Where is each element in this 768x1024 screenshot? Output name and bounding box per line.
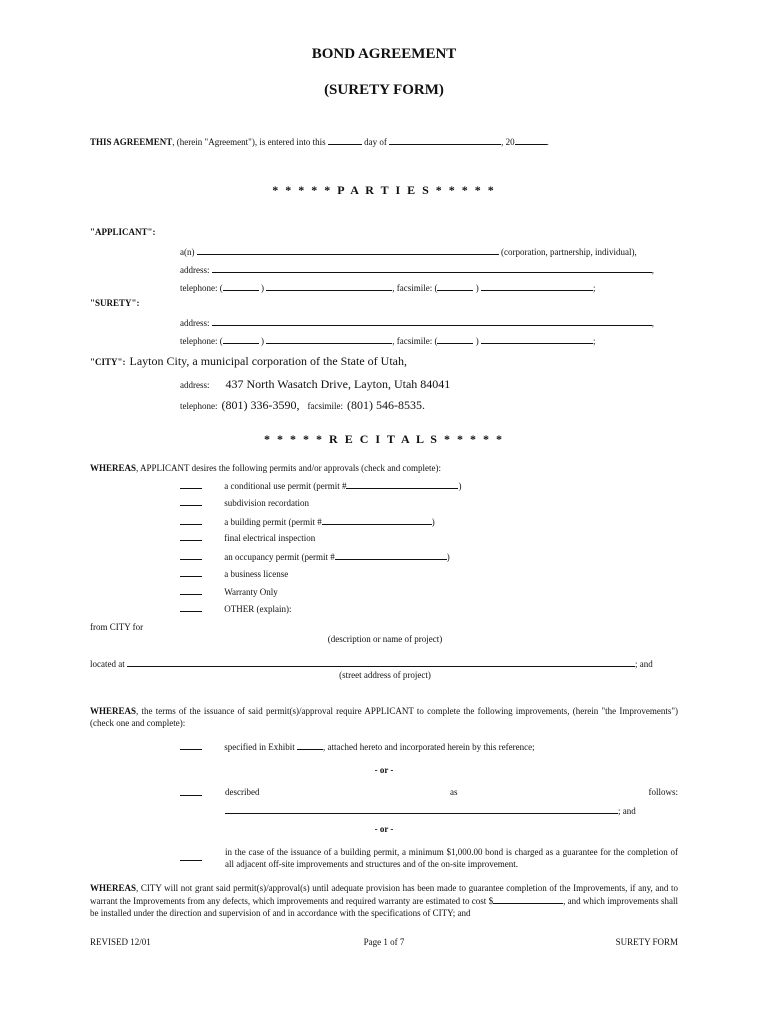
city-description: Layton City, a municipal corporation of the State of Utah, [129,354,407,368]
permit-item: subdivision recordation [180,497,309,508]
or-separator: - or - [374,824,394,834]
improvement-option-described: described as follows: [180,787,678,798]
applicant-phone-field[interactable] [266,281,392,291]
checkbox-line[interactable] [180,787,202,796]
city-row [90,352,407,370]
exhibit-field[interactable] [297,740,323,750]
whereas-guarantee: WHEREAS, CITY will not grant said permit(s)/approval(s) until adequate provision has been made to guarantee completion of the Improvements, if any, and to warrant the Improvements from any defects, which improvements and required warranty are estimated to cost $ , and which improvements shall be installed under the direction and supervision of and in accordance with the specifications of CITY; and [90,883,678,918]
recitals-heading: * * * * * R E C I T A L S * * * * * [264,432,504,446]
city-telephone: (801) 336-3590, [221,398,300,412]
described-row: ; and [225,804,636,816]
applicant-fax-area-field[interactable] [437,281,473,291]
agreement-lead: THIS AGREEMENT [90,137,173,147]
city-phone-row: telephone: (801) 336-3590, facsimile: (801) 546-8535. [180,398,425,412]
footer-page-number: Page 1 of 7 [363,937,405,947]
street-address-caption: (street address of project) [339,670,431,680]
document-title: BOND AGREEMENT [311,46,457,62]
applicant-entity-row: a(n) (corporation, partnership, individual), [180,247,637,257]
cup-permit-number-field[interactable] [346,479,458,489]
permit-item: Warranty Only [180,586,278,597]
permit-item: OTHER (explain): [180,603,291,614]
applicant-name-field[interactable] [197,245,499,255]
permit-item: a conditional use permit (permit # ) [180,479,461,491]
improvement-option-building [180,848,202,863]
applicant-fax-field[interactable] [481,281,593,291]
from-city-label: from CITY for [90,622,144,632]
occupancy-permit-number-field[interactable] [335,550,447,560]
surety-fax-area-field[interactable] [437,334,473,344]
applicant-phone-area-field[interactable] [223,281,259,291]
permit-item: a business license [180,568,288,579]
checkbox-line[interactable] [180,516,202,525]
year-field[interactable] [515,135,547,145]
applicant-label: "APPLICANT": [90,227,156,237]
project-description-caption: (description or name of project) [327,634,443,644]
applicant-address-row: address: , [180,265,654,275]
applicant-phone-row: telephone: ( ) , facsimile: ( ) ; [180,283,596,293]
improvements-description-field[interactable] [225,804,618,814]
checkbox-line[interactable] [180,603,202,612]
whereas-improvements: WHEREAS, the terms of the issuance of said permit(s)/approval require APPLICANT to complete the following improvements, (herein "the Improvements") (check one and complete): [90,706,678,728]
estimated-cost-field[interactable] [493,894,563,904]
applicant-address-field[interactable] [212,263,652,273]
city-address-row: address: 437 North Wasatch Drive, Layton, Utah 84041 [180,377,451,391]
agreement-line: THIS AGREEMENT, (herein "Agreement"), is entered into this day of , 20 . [90,137,549,147]
checkbox-line[interactable] [180,586,202,595]
checkbox-line[interactable] [180,568,202,577]
whereas-permits: WHEREAS, APPLICANT desires the following permits and/or approvals (check and complete): [90,463,442,473]
permit-item: final electrical inspection [180,532,315,543]
project-address-field[interactable] [127,657,635,667]
footer-form-name: SURETY FORM [615,937,678,947]
checkbox-line[interactable] [180,741,202,750]
surety-label: "SURETY": [90,298,140,308]
surety-address-row: address: , [180,318,654,328]
surety-phone-area-field[interactable] [223,334,259,344]
improvement-option-exhibit: specified in Exhibit , attached hereto and incorporated herein by this reference; [180,740,535,752]
surety-phone-row: telephone: ( ) , facsimile: ( ) ; [180,336,596,346]
day-field[interactable] [328,135,362,145]
checkbox-line[interactable] [180,532,202,541]
month-field[interactable] [389,135,501,145]
or-separator: - or - [374,765,394,775]
document-subtitle: (SURETY FORM) [324,82,444,98]
permit-item: a building permit (permit # ) [180,515,435,527]
surety-phone-field[interactable] [266,334,392,344]
city-label: "CITY": [90,357,126,367]
city-address: 437 North Wasatch Drive, Layton, Utah 84041 [225,377,451,391]
building-permit-number-field[interactable] [322,515,432,525]
parties-heading: * * * * * P A R T I E S * * * * * [272,183,496,197]
permit-item: an occupancy permit (permit # ) [180,550,450,562]
located-at-row: located at ; and [90,659,653,669]
checkbox-line[interactable] [180,480,202,489]
checkbox-line[interactable] [180,852,202,861]
footer-revised: REVISED 12/01 [90,937,151,947]
building-bond-text: in the case of the issuance of a building permit, a minimum $1,000.00 bond is charged as a guarantee for the completion of all adjacent off-site improvements and structures and of the on-site improvement. [225,847,678,869]
surety-fax-field[interactable] [481,334,593,344]
city-facsimile: (801) 546-8535. [347,398,425,412]
surety-address-field[interactable] [212,316,652,326]
checkbox-line[interactable] [180,497,202,506]
checkbox-line[interactable] [180,551,202,560]
